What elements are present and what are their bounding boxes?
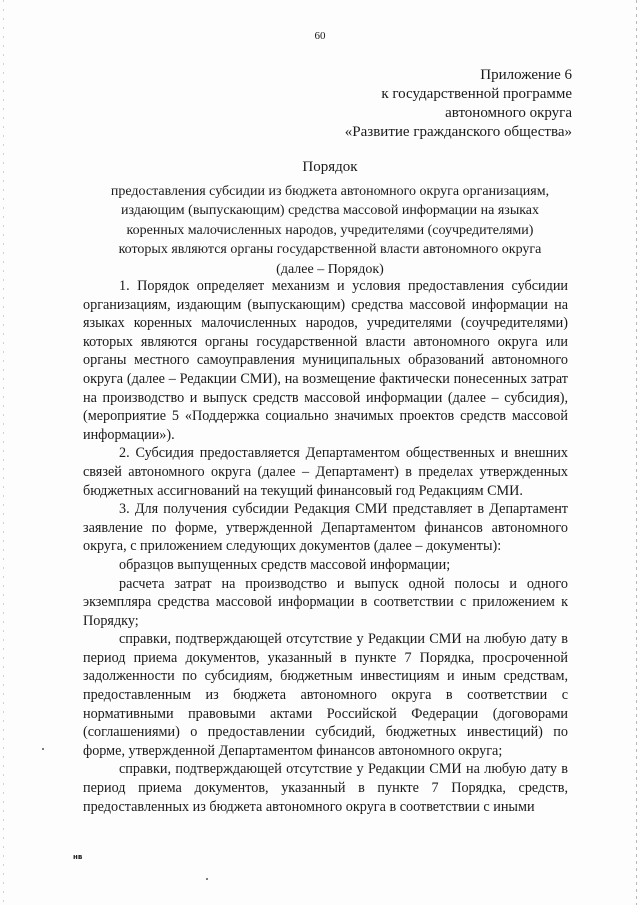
title-subtitle-line: (далее – Порядок) xyxy=(276,261,384,277)
appendix-header xyxy=(345,66,572,142)
title-subtitle-line: коренных малочисленных народов, учредителями (соучредителями) xyxy=(126,222,534,238)
document-title xyxy=(80,158,580,279)
paragraph-2: 2. Субсидия предоставляется Департаментом общественных и внешних связей автономного округа (далее – Департамент) в пределах утвержденных бюджетных ассигнований на текущий финансовый год Редакциям СМИ. xyxy=(83,445,568,499)
title-heading: Порядок xyxy=(302,159,358,175)
footer-mark: нв xyxy=(73,853,83,861)
paragraph-3: 3. Для получения субсидии Редакция СМИ представляет в Департамент заявление по форме, утвержденной Департаментом финансов автономного округа, с приложением следующих документов (далее – документы): xyxy=(83,501,568,555)
scan-speck xyxy=(206,878,208,880)
page-number: 60 xyxy=(314,30,326,42)
scan-speck xyxy=(42,748,44,750)
appendix-line: Приложение 6 xyxy=(480,67,572,83)
appendix-line: автономного округа xyxy=(445,105,572,121)
list-item-funds-certificate: справки, подтверждающей отсутствие у Редакции СМИ на любую дату в период приема документов, указанный в пункте 7 Порядка, средств, предоставленных из бюджета автономного округа в соответствии с иными xyxy=(83,761,568,815)
paragraph-1: 1. Порядок определяет механизм и условия предоставления субсидии организациям, издающим (выпускающим) средства массовой информации на языках коренных малочисленных народов, учредителями (соучредителями) которых являются органы государственной власти автономного округа или органы местного самоуправления муниципальных образований автономного округа (далее – Редакции СМИ), на возмещение фактически понесенных затрат на производство и выпуск средств массовой информации (далее – субсидия), (мероприятие 5 «Поддержка социально значимых проектов средств массовой информации»). xyxy=(83,278,568,443)
title-subtitle-line: издающим (выпускающим) средства массовой информации на языках xyxy=(120,203,540,218)
list-item-cost-calculation: расчета затрат на производство и выпуск одной полосы и одного экземпляра средства массовой информации в соответствии с приложением к Порядку; xyxy=(83,575,568,629)
document-body xyxy=(83,277,568,816)
title-subtitle-line: которых являются органы государственной власти автономного округа xyxy=(118,242,542,257)
appendix-line: к государственной программе xyxy=(381,86,572,102)
scan-edge-left xyxy=(3,0,4,905)
title-subtitle-line: предоставления субсидии из бюджета автономного округа организациям, xyxy=(110,183,550,199)
list-item-samples: образцов выпущенных средств массовой информации; xyxy=(119,556,451,573)
appendix-line: «Развитие гражданского общества» xyxy=(344,124,572,140)
scan-edge-right xyxy=(636,0,637,905)
list-item-debt-certificate: справки, подтверждающей отсутствие у Редакции СМИ на любую дату в период приема документов, указанный в пункте 7 Порядка, просроченной задолженности по субсидиям, бюджетным инвестициям и иным средствам, предоставленным из бюджета автономного округа в соответствии с нормативными правовыми актами Российской Федерации (договорами (соглашениями) о предоставлении субсидий, бюджетных инвестиций) по форме, утвержденной Департаментом финансов автономного округа; xyxy=(83,631,568,759)
